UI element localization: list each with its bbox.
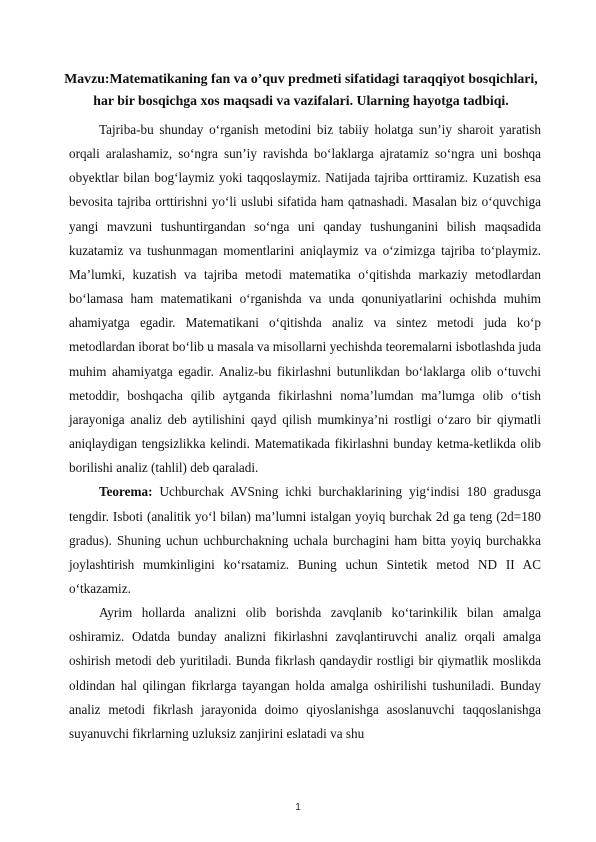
document-title: Mavzu:Matematikaning fan va o’quv predmeti sifatidagi taraqqiyot bosqichlari, har bir bosqichga xos maqsadi va vazifalari. Ularning hayotga tadbiqi. [64, 71, 538, 108]
theorem-label: Teorema: [99, 484, 153, 500]
paragraph-1 [69, 118, 541, 480]
paragraph-3-text: Ayrim hollarda analizni olib borishda zavqlanib ko‘tarinkilik bilan amalga oshiramiz. Odatda bunday analizni fikirlashni zavqlantiruvchi analiz orqali amalga oshirish metodi deb yuritiladi. Bunda fikrlash qandaydir rostligi bir qiymatlik moslikda oldindan hal qilingan fikrlarga tayangan holda amalga oshirilishi tushuniladi. Bunday analiz metodi fikrlash jarayonida doimo qiyoslanishga asoslanuvchi taqqoslanishga suyanuvchi fikrlarning uzluksiz zanjirini eslatadi va shu [69, 605, 541, 741]
paragraph-2 [69, 480, 541, 601]
document-body [69, 118, 541, 746]
page-number: 1 [295, 802, 301, 813]
paragraph-1-text: Tajriba-bu shunday o‘rganish metodini biz tabiiy holatga sun’iy sharoit yaratish orqali aralashamiz, so‘ngra sun’iy ravishda bo‘laklarga ajratamiz so‘ngra uni boshqa obyektlar bilan bog‘laymiz yoki taqqoslaymiz. Natijada tajriba orttiramiz. Kuzatish esa bevosita tajriba orttirishni yo‘li uslubi sifatida ham qatnashadi. Masalan biz o‘quvchiga yangi mavzuni tushuntirgandan so‘nga uni qanday tushunganini bilish maqsadida kuzatamiz va tushunmagan momentlarini aniqlaymiz va o‘zimizga tajriba to‘playmiz. Ma’lumki, kuzatish va tajriba metodi matematika o‘qitishda markaziy metodlardan bo‘lamasa ham matematikani o‘rganishda va unda qonuniyatlarini ochishda muhim ahamiyatga egadir. Matematikani o‘qitishda analiz va sintez metodi juda ko‘p metodlardan iborat bo‘lib u masala va misollarni yechishda teoremalarni isbotlashda juda muhim ahamiyatga egadir. Analiz-bu fikirlashni butunlikdan bo‘laklarga olib o‘tuvchi metoddir, boshqacha qilib aytganda fikirlashni noma’lumdan ma’lumga olib o‘tish jarayoniga analiz deb aytilishini qayd qilish mumkinya’ni rostligi o‘zaro bir qiymatli aniqlaydigan tengsizlikka kelindi. Matematikada fikirlashni bunday ketma-ketlikda olib borilishi analiz (tahlil) deb qaraladi. [69, 122, 541, 476]
paragraph-3 [69, 601, 541, 746]
paragraph-2-text: Uchburchak AVSning ichki burchaklarining yig‘indisi 180 gradusga tengdir. Isboti (analitik yo‘l bilan) ma’lumni istalgan yoyiq burchak 2d ga teng (2d=180 gradus). Shuning uchun uchburchakning uchala burchagini ham bitta yoyiq burchakka joylashtirish mumkinligini ko‘rsatamiz. Buning uchun Sintetik metod ND II AC o‘tkazamiz. [69, 484, 541, 596]
